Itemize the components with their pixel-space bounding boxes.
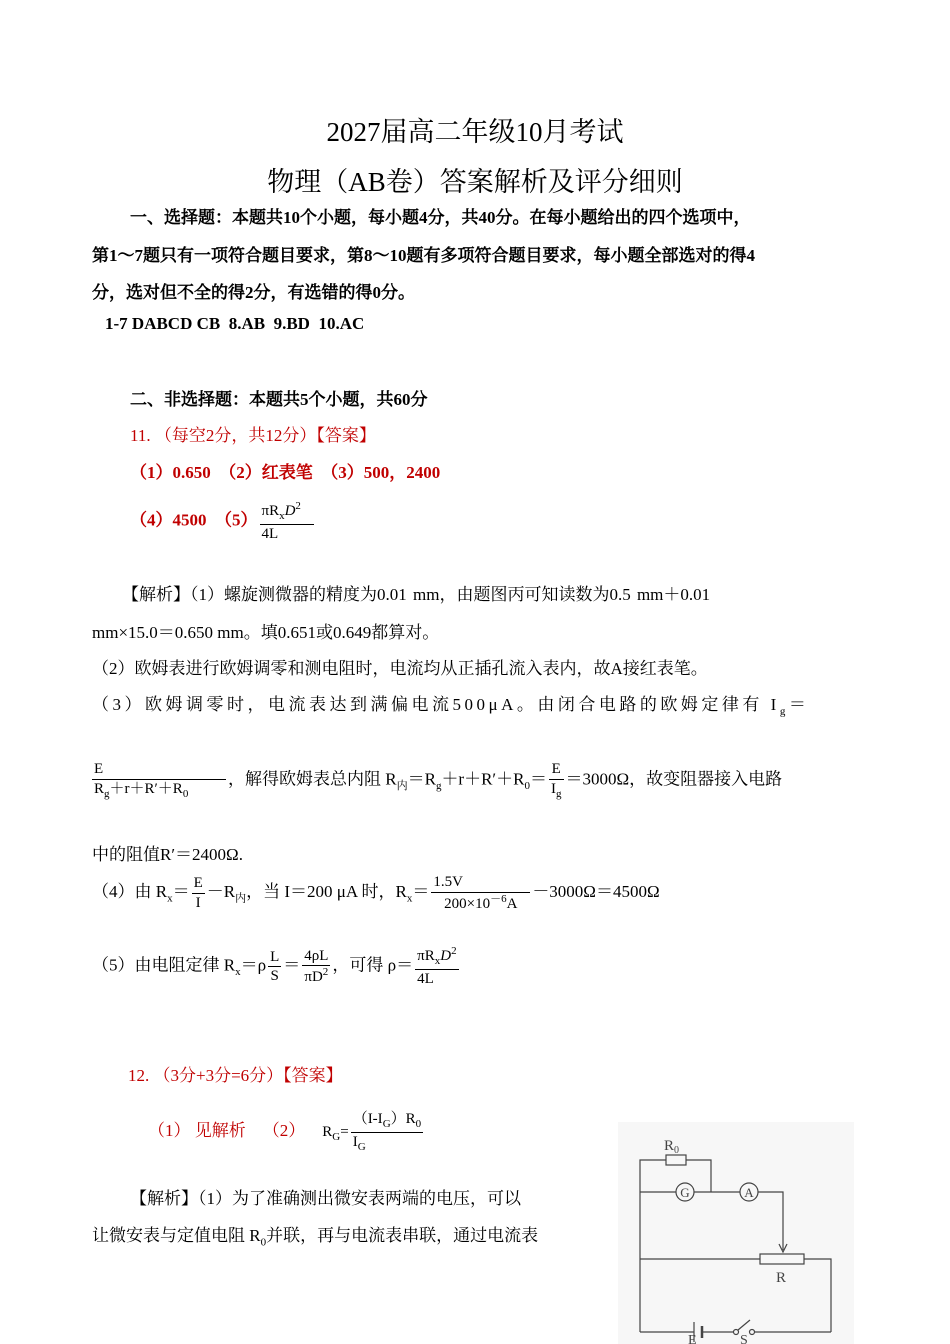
q11-explanation-3: （2）欧姆表进行欧姆调零和测电阻时，电流均从正插孔流入表内，故A接红表笔。	[92, 659, 708, 678]
q11-eq5-fraction-2: $\frac{4\rho L}{\pi D^2}$	[304, 947, 329, 986]
label-e: E	[688, 1333, 697, 1344]
q12-answer-line	[148, 1110, 425, 1155]
q11-equation-5: （5）由电阻定律 $R_x=\rho$ $\frac{L}{S}$ ＝ $\frac{4\rho L}{\pi D^2}$ ，可得 ρ＝ $\frac{\pi R_xD^2}{4L}$	[92, 945, 457, 987]
q11-explanation-1: 【解析】（1）螺旋测微器的精度为0.01 mm，由题图丙可知读数为0.5 mm＋0.01	[122, 585, 711, 604]
choice-answers: 1-7 DABCD CB 8.AB 9.BD 10.AC	[105, 314, 365, 333]
q11-eq5-fraction-1: $\frac{L}{S}$	[270, 948, 280, 985]
q11-eq3-fraction-2: $\frac{E}{I_g}$	[551, 761, 562, 800]
q12-rg-label: $R_G=$	[322, 1124, 349, 1144]
label-r0: $R_0$	[664, 1138, 680, 1156]
q11-eq4-fraction-1: $\frac{E}{I}$	[193, 875, 203, 911]
q11-answer-4-5: （4）4500 （5）	[130, 510, 258, 530]
q12-rg-fraction: $\frac{(I-I_G)R_0}{I_G}$	[352, 1111, 422, 1153]
label-g: G	[680, 1185, 690, 1200]
q11-explanation-4: （3）欧姆调零时，电流表达到满偏电流500μA。由闭合电路的欧姆定律有 $I_g=$	[92, 695, 810, 718]
label-a: A	[744, 1185, 754, 1200]
q11-eq3-fraction: $\frac{E}{R_g+r+R'+R_0}$	[92, 760, 226, 802]
section1-line3: 分，选对但不全的得2分，有选错的得0分。	[92, 283, 415, 302]
title-line-1: 2027届高二年级10月考试	[326, 117, 624, 147]
q11-eq5-fraction-3: $\frac{\pi R_xD^2}{4L}$	[417, 945, 457, 987]
q12-answer-text: （1） 见解析 （2）	[148, 1121, 306, 1141]
q12-explanation-1: 【解析】（1）为了准确测出微安表两端的电压，可以	[130, 1189, 521, 1208]
section2-heading: 二、非选择题：本题共5个小题，共60分	[130, 390, 428, 409]
section1-line2: 第1～7题只有一项符合题目要求，第8～10题有多项符合题目要求，每小题全部选对的得4	[92, 246, 755, 265]
q11-answer-formula: $\frac{\pi R_xD^2}{4L}$	[260, 500, 315, 544]
q11-equation-4: （4）由 $R_x=$ $\frac{E}{I}$ $-R_内$，当 I＝200 μA 时，$R_x=$ $\frac{1.5V}{200\times 10^{-6}A}$ －3000Ω＝4500Ω	[92, 874, 660, 912]
q11-eq4-fraction-2: $\frac{1.5V}{200\times 10^{-6}A}$	[431, 873, 530, 914]
q11-answer-line1: （1）0.650 （2）红表笔 （3）500，2400	[130, 463, 441, 482]
q11-equation-3: $\frac{E}{R_g+r+R'+R_0}$ ，解得欧姆表总内阻 $R_内=R_g+r+R'+R_0=$ $\frac{E}{I_g}$ ＝3000Ω，故变阻器接入电路	[94, 761, 783, 800]
q12-header: 12. （3分+3分=6分）【答案】	[128, 1066, 343, 1085]
q11-answer-line2	[130, 500, 316, 544]
q11-explanation-5: 中的阻值R′＝2400Ω.	[92, 845, 243, 864]
section1-line1: 一、选择题：本题共10个小题，每小题4分，共40分。在每小题给出的四个选项中，	[130, 208, 751, 227]
circuit-diagram	[618, 1122, 854, 1344]
label-r: R	[776, 1270, 787, 1286]
q12-explanation-2: 让微安表与定值电阻 $R_0$并联，再与电流表串联，通过电流表	[92, 1226, 539, 1249]
circuit-background	[618, 1122, 854, 1344]
title-line-2: 物理（AB卷）答案解析及评分细则	[267, 167, 683, 197]
q11-explanation-2: mm×15.0＝0.650 mm。填0.651或0.649都算对。	[92, 623, 440, 642]
q11-header: 11. （每空2分，共12分）【答案】	[130, 426, 376, 445]
label-s: S	[740, 1333, 748, 1344]
